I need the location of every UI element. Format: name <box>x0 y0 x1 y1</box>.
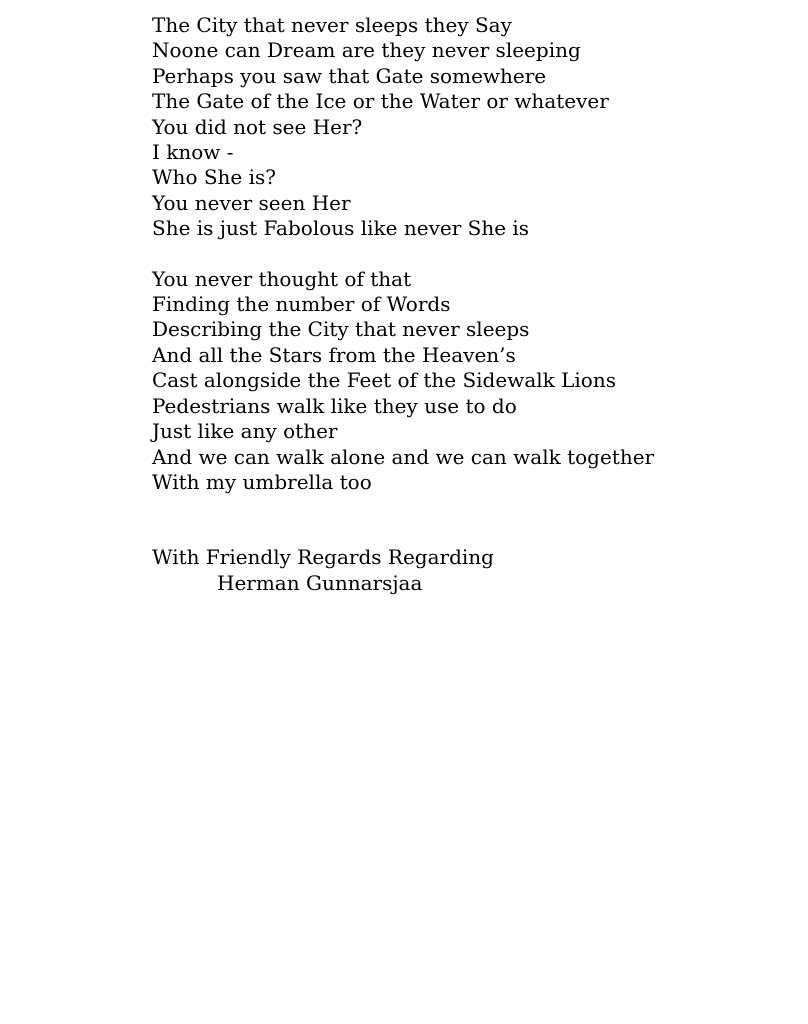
stanza-1 <box>152 13 792 242</box>
stanza-spacer <box>152 242 792 267</box>
poem-line: Cast alongside the Feet of the Sidewalk Lions <box>152 368 616 393</box>
poem-line: Who She is? <box>152 165 276 190</box>
poem-line: Finding the number of Words <box>152 292 451 317</box>
poem-line: The Gate of the Ice or the Water or whatever <box>152 89 609 114</box>
poem-line: Just like any other <box>152 419 338 444</box>
closing-line: With Friendly Regards Regarding <box>152 545 494 570</box>
poem-line: I know - <box>152 140 234 165</box>
poem-line: And all the Stars from the Heaven’s <box>152 342 516 367</box>
poem-line: She is just Fabolous like never She is <box>152 216 530 241</box>
poem-line: Perhaps you saw that Gate somewhere <box>152 63 547 88</box>
poem-line: Noone can Dream are they never sleeping <box>152 38 581 63</box>
author-name: Herman Gunnarsjaa <box>217 570 423 595</box>
poem-line: With my umbrella too <box>152 469 372 494</box>
poem-line: The City that never sleeps they Say <box>152 13 512 37</box>
poem-line: You did not see Her? <box>152 114 363 139</box>
poem-line: Pedestrians walk like they use to do <box>152 393 517 418</box>
poem-line: You never thought of that <box>152 266 412 291</box>
poem-line: And we can walk alone and we can walk together <box>152 444 655 469</box>
poem-line: Describing the City that never sleeps <box>152 317 530 342</box>
document-page <box>152 13 792 596</box>
stanza-2 <box>152 267 792 496</box>
signature-spacer <box>152 495 792 545</box>
poem-line: You never seen Her <box>152 190 351 215</box>
